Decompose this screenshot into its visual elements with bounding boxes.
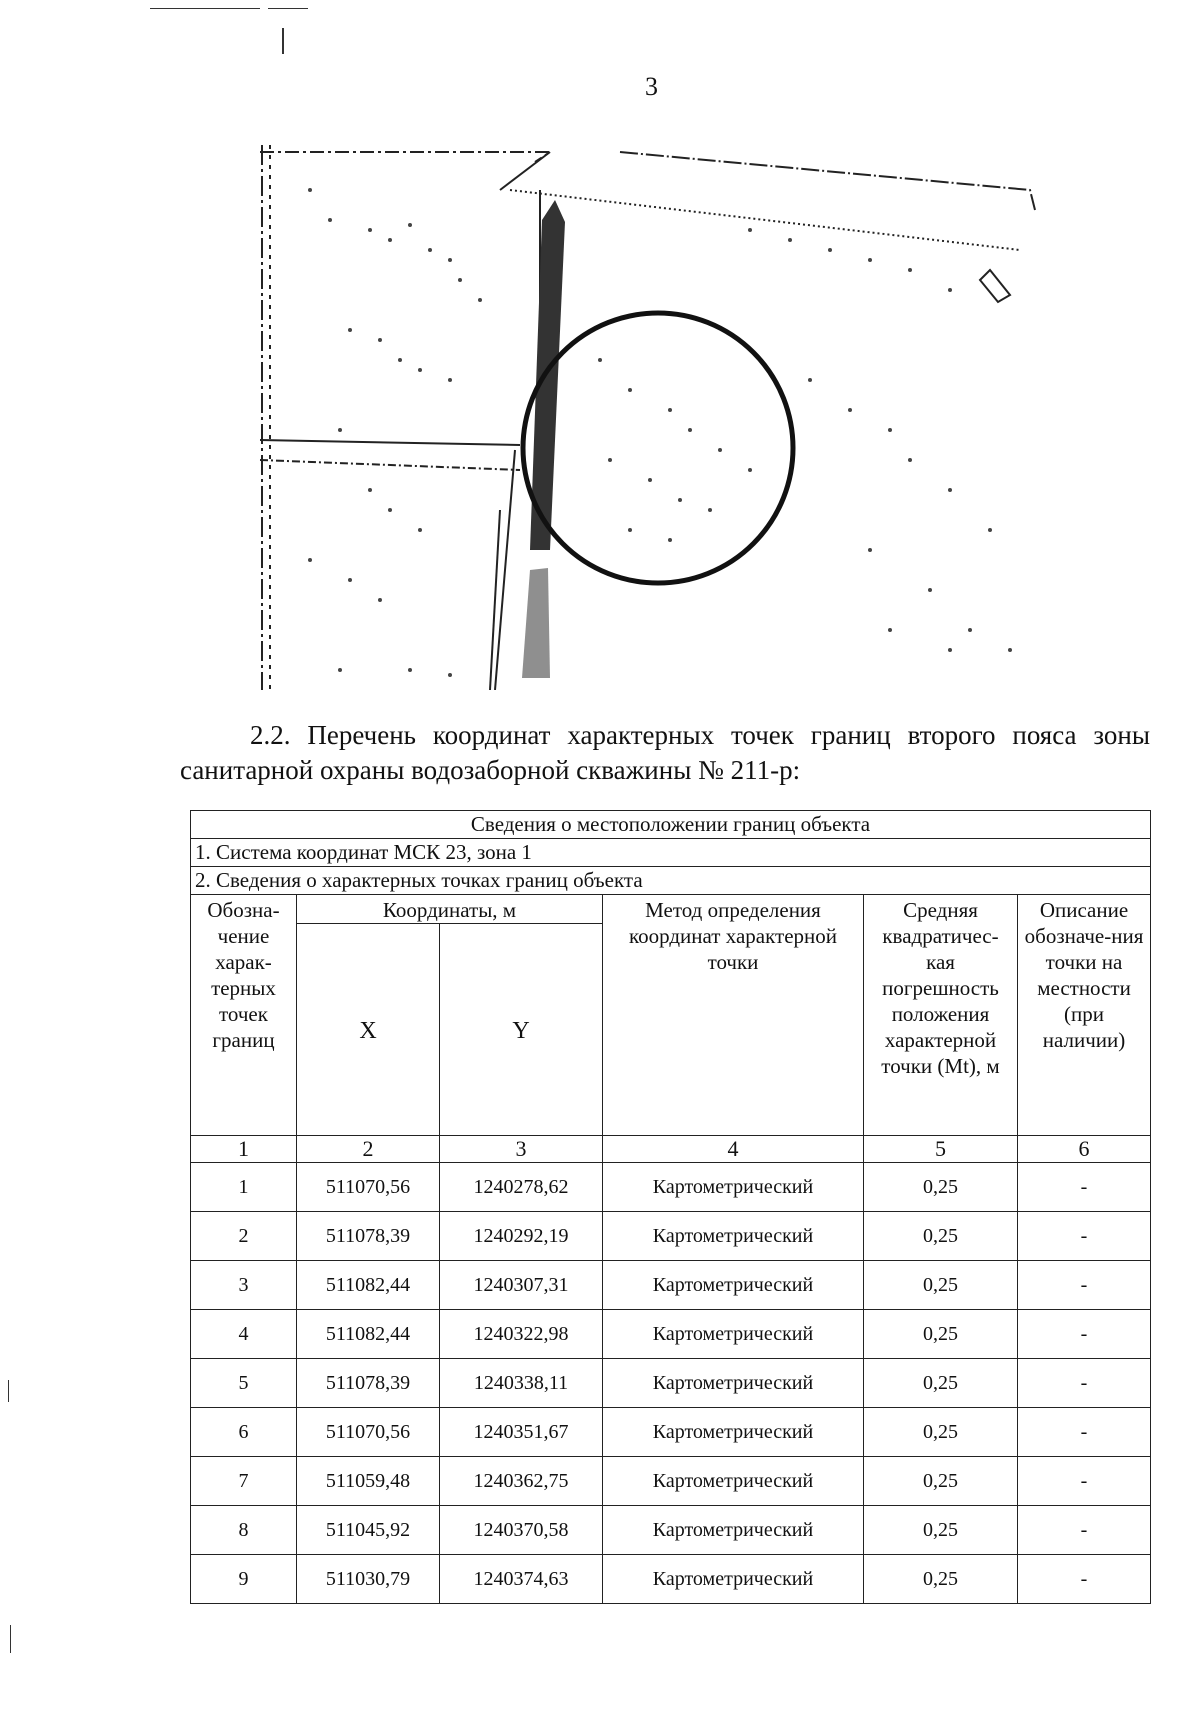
cell-x: 511045,92	[297, 1506, 440, 1555]
table-row	[191, 1310, 1151, 1359]
column-number: 5	[864, 1136, 1018, 1163]
cell-x: 511078,39	[297, 1212, 440, 1261]
cell-desc: -	[1018, 1506, 1151, 1555]
cell-desc: -	[1018, 1261, 1151, 1310]
cell-point: 1	[191, 1163, 297, 1212]
cell-method: Картометрический	[603, 1359, 864, 1408]
table-section-row	[191, 867, 1151, 895]
page-number: 3	[645, 72, 658, 101]
cell-x: 511030,79	[297, 1555, 440, 1604]
cell-desc: -	[1018, 1359, 1151, 1408]
cell-y: 1240370,58	[440, 1506, 603, 1555]
scan-line-top-2	[268, 8, 308, 9]
cell-mt: 0,25	[864, 1212, 1018, 1261]
header-y: Y	[440, 924, 603, 1136]
table-row	[191, 1261, 1151, 1310]
column-number: 6	[1018, 1136, 1151, 1163]
coordinates-table	[190, 810, 1151, 1604]
cell-point: 9	[191, 1555, 297, 1604]
cell-y: 1240374,63	[440, 1555, 603, 1604]
table-row	[191, 1163, 1151, 1212]
cell-mt: 0,25	[864, 1506, 1018, 1555]
cell-method: Картометрический	[603, 1261, 864, 1310]
cell-method: Картометрический	[603, 1457, 864, 1506]
column-number: 4	[603, 1136, 864, 1163]
cell-x: 511070,56	[297, 1163, 440, 1212]
table-title: Сведения о местоположении границ объекта	[191, 811, 1151, 839]
cell-method: Картометрический	[603, 1163, 864, 1212]
table-row	[191, 1212, 1151, 1261]
scan-tick	[282, 28, 284, 54]
cell-point: 3	[191, 1261, 297, 1310]
table-header-row	[191, 895, 1151, 924]
cell-mt: 0,25	[864, 1457, 1018, 1506]
column-number: 1	[191, 1136, 297, 1163]
cell-y: 1240292,19	[440, 1212, 603, 1261]
table-row	[191, 1457, 1151, 1506]
cell-desc: -	[1018, 1212, 1151, 1261]
cell-y: 1240338,11	[440, 1359, 603, 1408]
coordinate-system: 1. Система координат МСК 23, зона 1	[191, 839, 1151, 867]
cell-method: Картометрический	[603, 1555, 864, 1604]
table-row	[191, 1555, 1151, 1604]
cell-desc: -	[1018, 1457, 1151, 1506]
cell-method: Картометрический	[603, 1310, 864, 1359]
cell-point: 4	[191, 1310, 297, 1359]
cell-method: Картометрический	[603, 1506, 864, 1555]
cell-mt: 0,25	[864, 1555, 1018, 1604]
cell-point: 5	[191, 1359, 297, 1408]
cell-point: 2	[191, 1212, 297, 1261]
cell-y: 1240307,31	[440, 1261, 603, 1310]
cell-mt: 0,25	[864, 1310, 1018, 1359]
scan-left-edge-2	[10, 1625, 11, 1653]
cell-method: Картометрический	[603, 1408, 864, 1457]
cell-y: 1240322,98	[440, 1310, 603, 1359]
cell-desc: -	[1018, 1310, 1151, 1359]
cell-x: 511070,56	[297, 1408, 440, 1457]
cell-y: 1240351,67	[440, 1408, 603, 1457]
cell-x: 511078,39	[297, 1359, 440, 1408]
cell-mt: 0,25	[864, 1163, 1018, 1212]
cell-point: 8	[191, 1506, 297, 1555]
heading-line-1: 2.2. Перечень координат характерных точек границ второго пояса зоны	[250, 720, 1150, 750]
heading-line-2: санитарной охраны водозаборной скважины № 211-р:	[180, 755, 801, 785]
header-designation: Обозна-чение харак-терных точек границ	[191, 895, 297, 1136]
cell-x: 511082,44	[297, 1261, 440, 1310]
cell-y: 1240278,62	[440, 1163, 603, 1212]
section-heading	[180, 718, 1150, 788]
cell-x: 511082,44	[297, 1310, 440, 1359]
points-info: 2. Сведения о характерных точках границ объекта	[191, 867, 1151, 895]
header-accuracy: Средняя квадратичес-кая погрешность положения характерной точки (Mt), м	[864, 895, 1018, 1136]
cell-x: 511059,48	[297, 1457, 440, 1506]
header-description: Описание обозначе-ния точки на местности (при наличии)	[1018, 895, 1151, 1136]
header-coordinates: Координаты, м	[297, 895, 603, 924]
table-row	[191, 1506, 1151, 1555]
cell-point: 7	[191, 1457, 297, 1506]
cell-mt: 0,25	[864, 1359, 1018, 1408]
cell-desc: -	[1018, 1163, 1151, 1212]
cell-point: 6	[191, 1408, 297, 1457]
column-number: 3	[440, 1136, 603, 1163]
cell-mt: 0,25	[864, 1261, 1018, 1310]
scan-left-edge	[8, 1380, 9, 1402]
column-number-row	[191, 1136, 1151, 1163]
cell-desc: -	[1018, 1555, 1151, 1604]
table-row	[191, 1408, 1151, 1457]
header-x: X	[297, 924, 440, 1136]
cell-desc: -	[1018, 1408, 1151, 1457]
column-number: 2	[297, 1136, 440, 1163]
header-method: Метод определения координат характерной точки	[603, 895, 864, 1136]
cell-y: 1240362,75	[440, 1457, 603, 1506]
cell-method: Картометрический	[603, 1212, 864, 1261]
table-row	[191, 1359, 1151, 1408]
map-image	[250, 130, 1040, 690]
table-section-row	[191, 839, 1151, 867]
scan-line-top	[150, 8, 260, 9]
cell-mt: 0,25	[864, 1408, 1018, 1457]
table-title-row	[191, 811, 1151, 839]
